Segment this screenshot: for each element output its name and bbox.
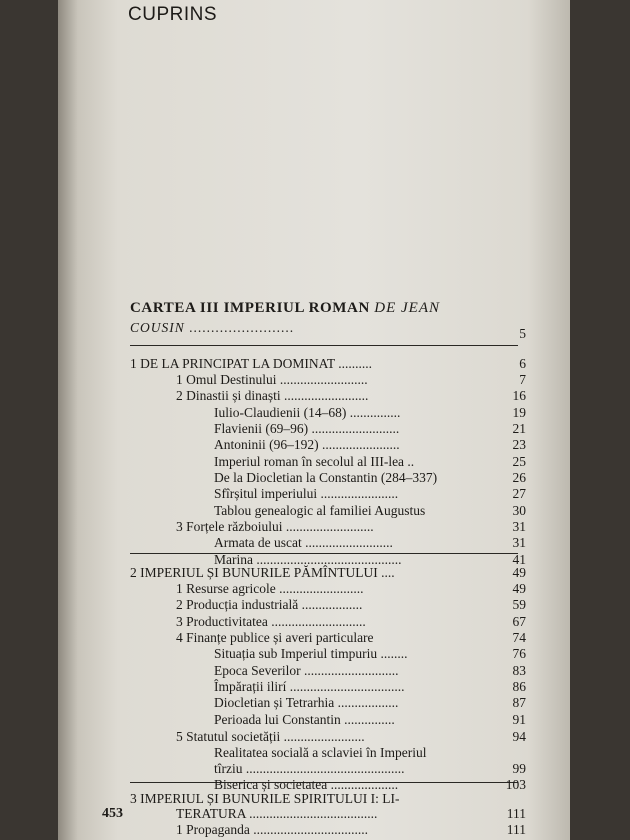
toc-page-number: 74 [512,630,526,645]
toc-entry: 1 Propaganda .................................. [176,822,368,837]
toc-entry: Antoninii (96–192) ....................... [214,437,400,452]
toc-entry: Iulio-Claudienii (14–68) ............... [214,405,401,420]
toc-page-number: 49 [512,581,526,596]
toc-page-number: 7 [519,372,526,387]
toc-entry: 1 Resurse agricole ......................... [176,581,364,596]
toc-entry: Biserica și societatea .................... [214,777,399,792]
toc-entry: Epoca Severilor ............................ [214,663,399,678]
book-page-number: 5 [519,326,526,341]
toc-entry: Marina ........................................... [214,552,402,567]
toc-entry: 5 Statutul societății ........................ [176,729,365,744]
page-number: 453 [102,806,123,821]
toc-entry: Tablou genealogic al familiei Augustus [214,503,426,518]
toc-page-number: 31 [512,535,526,550]
toc-page-number: 83 [512,663,526,678]
toc-page-number: 27 [512,486,526,501]
toc-entry: Realitatea socială a sclaviei în Imperiul [214,745,427,760]
toc-entry: Împărații ilirí .................................. [214,679,405,694]
toc-page-number: 94 [512,729,526,744]
toc-entry: 1 Omul Destinului .......................... [176,372,368,387]
toc-page-number: 86 [512,679,526,694]
toc-page-number: 67 [512,614,526,629]
toc-page-number: 76 [512,646,526,661]
toc-page-number: 26 [512,470,526,485]
toc-entry: Sfîrșitul imperiului ....................... [214,486,399,501]
toc-page-number: 16 [512,388,526,403]
book-title-text: CARTEA III IMPERIUL ROMAN [130,300,370,316]
toc-page-number: 19 [512,405,526,420]
toc-page-number: 31 [512,519,526,534]
toc-entry: 2 Producția industrială .................. [176,597,363,612]
toc-entry: 3 Productivitatea ............................ [176,614,366,629]
book-author-line2 [130,320,294,336]
toc-entry: Imperiul roman în secolul al III-lea .. [214,454,415,469]
toc-entry: TERATURA ...................................... [176,806,378,821]
toc-page-number: 30 [512,503,526,518]
toc-entry: De la Diocletian la Constantin (284–337) [214,470,438,485]
toc-page-number: 23 [512,437,526,452]
toc-page-number: 41 [512,552,526,567]
toc-entry: tîrziu ............................................... [214,761,405,776]
toc-entry: 3 IMPERIUL ȘI BUNURILE SPIRITULUI I: LI- [130,791,400,806]
toc-page-number: 6 [519,356,526,371]
toc-entry: Flavienii (69–96) .......................... [214,421,400,436]
toc-page-number: 49 [512,565,526,580]
book-author-text: COUSIN [130,320,185,335]
page-header: CUPRINS [128,4,218,25]
toc-page-number: 21 [512,421,526,436]
toc-page-number: 99 [512,761,526,776]
book-title [130,300,440,317]
toc-entry: 4 Finanțe publice și averi particulare [176,630,374,645]
toc-page-number: 25 [512,454,526,469]
toc-entry: Situația sub Imperiul timpuriu ........ [214,646,408,661]
toc-entry: Armata de uscat .......................... [214,535,393,550]
toc-page-number: 91 [512,712,526,727]
book-author-line1: DE JEAN [374,300,441,316]
toc-entry: 3 Forțele războiului .......................... [176,519,374,534]
toc-entry: Diocletian și Tetrarhia .................. [214,695,399,710]
toc-page-number: 59 [512,597,526,612]
divider [130,345,518,346]
toc-page-number: 87 [512,695,526,710]
toc-entry: 2 Dinastii și dinaști ......................... [176,388,369,403]
toc-entry: 2 IMPERIUL ȘI BUNURILE PĂMÎNTULUI .... [130,565,395,580]
toc-entry: 1 DE LA PRINCIPAT LA DOMINAT .......... [130,356,373,371]
toc-entry: Perioada lui Constantin ............... [214,712,395,727]
book-dots: ........................ [189,320,295,335]
toc-page-number: 111 [506,806,526,821]
toc-page-number: 103 [505,777,526,792]
toc-page-number: 111 [506,822,526,837]
